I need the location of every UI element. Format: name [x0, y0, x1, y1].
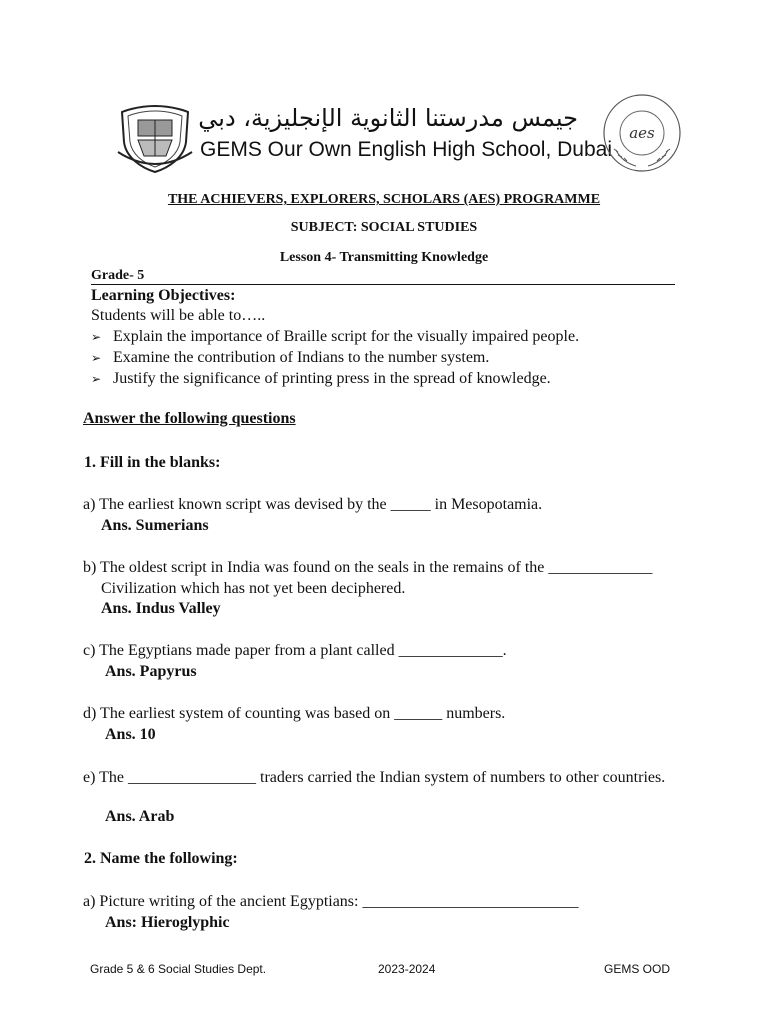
school-name-arabic: جيمس مدرستنا الثانوية الإنجليزية، دبي [198, 104, 578, 132]
section-2-title: 2. Name the following: [84, 850, 238, 867]
answer-e: Ans. Arab [105, 808, 175, 825]
footer-org: GEMS OOD [604, 962, 671, 976]
answer-d: Ans. 10 [105, 726, 156, 743]
answer-a: Ans. Sumerians [101, 517, 209, 534]
lesson-title: Lesson 4- Transmitting Knowledge [279, 250, 489, 265]
objective-item: ➢ Explain the importance of Braille script for the visually impaired people. [91, 328, 580, 345]
learning-objectives-intro: Students will be able to….. [91, 307, 266, 324]
aes-logo-text: aes [629, 124, 655, 142]
answer-b: Ans. Indus Valley [101, 600, 221, 617]
answer-c: Ans. Papyrus [105, 663, 197, 680]
question-b: b) The oldest script in India was found on the seals in the remains of the _____________ [83, 559, 653, 576]
objective-item: ➢ Examine the contribution of Indians to the number system. [91, 349, 490, 366]
question-c: c) The Egyptians made paper from a plant called _____________. [83, 642, 507, 659]
question-e: e) The ________________ traders carried the Indian system of numbers to other countries. [83, 769, 666, 786]
arrow-bullet-icon: ➢ [91, 330, 102, 344]
answer-2a: Ans: Hieroglyphic [105, 914, 230, 931]
grade-label: Grade- 5 [91, 268, 145, 283]
footer-department: Grade 5 & 6 Social Studies Dept. [90, 962, 267, 976]
arrow-bullet-icon: ➢ [91, 351, 102, 365]
school-crest-logo [116, 102, 194, 174]
footer-year: 2023-2024 [378, 962, 436, 976]
question-2a: a) Picture writing of the ancient Egyptians: ___________________________ [83, 893, 579, 910]
subject-title: SUBJECT: SOCIAL STUDIES [290, 220, 478, 235]
programme-title: THE ACHIEVERS, EXPLORERS, SCHOLARS (AES) PROGRAMME [167, 192, 601, 207]
answer-heading: Answer the following questions [83, 410, 296, 427]
aes-programme-logo [598, 92, 686, 174]
header-divider [91, 284, 675, 285]
question-a: a) The earliest known script was devised by the _____ in Mesopotamia. [83, 496, 543, 513]
question-d: d) The earliest system of counting was based on ______ numbers. [83, 705, 506, 722]
objective-item: ➢ Justify the significance of printing press in the spread of knowledge. [91, 370, 551, 387]
school-name-english: GEMS Our Own English High School, Dubai [200, 138, 613, 161]
learning-objectives-heading: Learning Objectives: [91, 287, 236, 304]
section-1-title: 1. Fill in the blanks: [84, 454, 221, 471]
arrow-bullet-icon: ➢ [91, 372, 102, 386]
question-b-continued: Civilization which has not yet been deciphered. [101, 580, 406, 597]
